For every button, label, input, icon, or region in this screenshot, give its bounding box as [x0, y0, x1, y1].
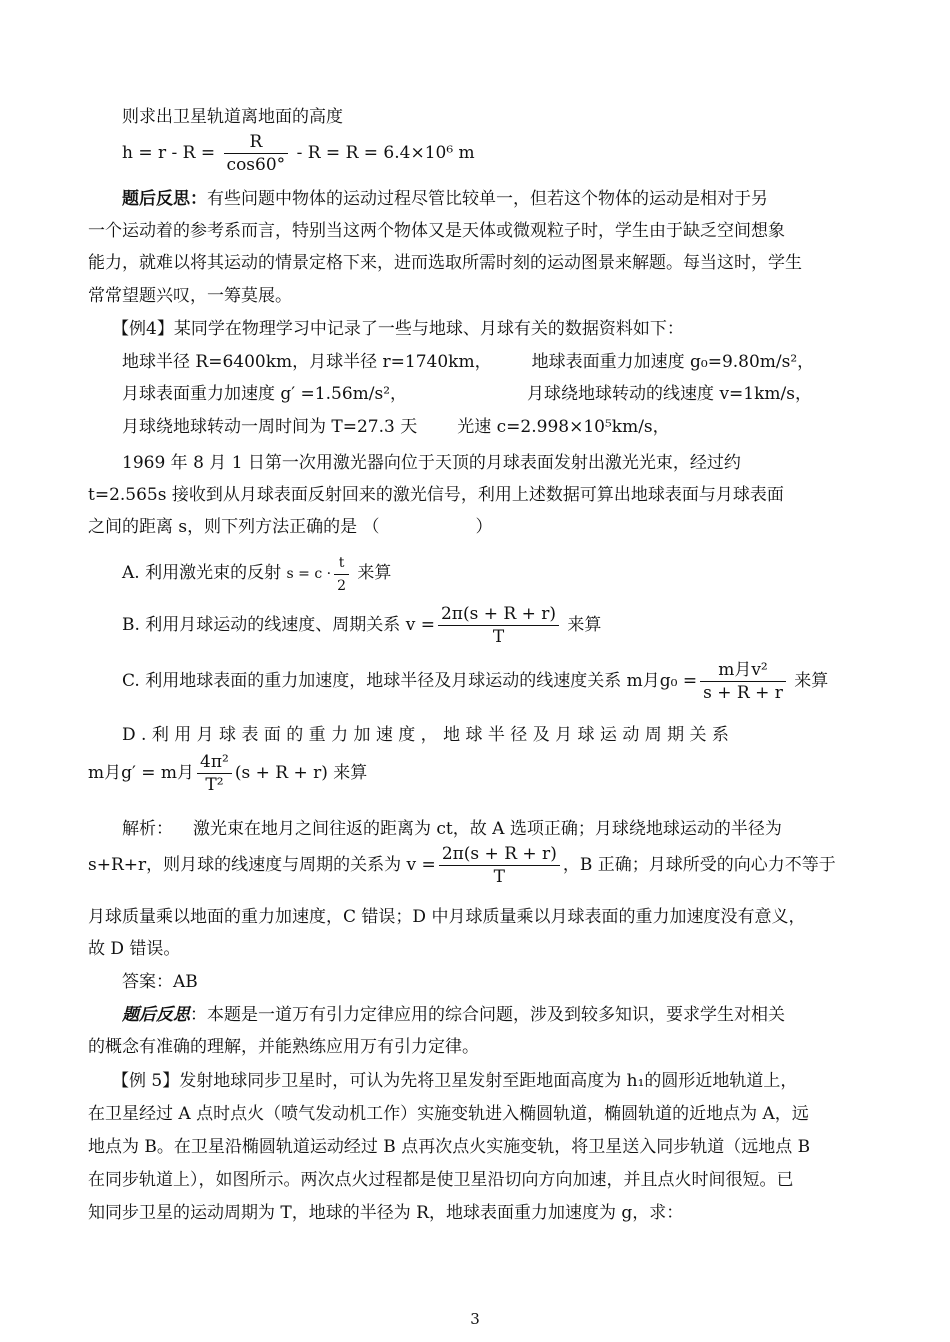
formula-lhs: m月g′ = m月 — [88, 763, 195, 783]
formula-lhs: v = — [406, 855, 436, 875]
reflection-title: 题后反思 — [122, 1005, 190, 1025]
analysis-line — [122, 816, 904, 842]
data-item: 光速 c=2.998×10⁵km/s， — [457, 417, 670, 437]
formula-rhs: (s + R + r) — [234, 763, 328, 783]
analysis-text: 激光束在地月之间往返的距离为 ct，故 A 选项正确；月球绕地球运动的半径为 — [193, 819, 782, 839]
text-line: 则求出卫星轨道离地面的高度 — [122, 107, 343, 127]
denominator: T — [493, 867, 505, 887]
denominator: T² — [205, 775, 224, 795]
option-a-suffix: 来算 — [357, 563, 392, 583]
data-item: 地球半径 R=6400km，月球半径 r=1740km， — [122, 352, 492, 372]
option-b — [122, 600, 904, 650]
denominator: 2 — [337, 577, 346, 594]
example-4-title: 【例4】某同学在物理学习中记录了一些与地球、月球有关的数据资料如下： — [112, 319, 684, 339]
formula-lhs: m月g₀ = — [626, 671, 698, 691]
fraction — [700, 659, 786, 704]
option-c — [122, 656, 904, 706]
option-c-text: C. 利用地球表面的重力加速度，地球半径及月球运动的线速度关系 — [122, 671, 622, 691]
denominator: cos60° — [226, 155, 286, 175]
option-b-suffix: 来算 — [567, 615, 602, 635]
option-a-text: A. 利用激光束的反射 — [122, 563, 282, 583]
reflection-title: 题后反思： — [122, 189, 207, 209]
analysis-text: s+R+r，则月球的线速度与周期的关系为 — [88, 855, 402, 875]
fraction — [334, 552, 349, 597]
data-item: 月球绕地球转动一周时间为 T=27.3 天 — [122, 417, 418, 437]
option-d-formula — [88, 748, 870, 798]
text-line: 知同步卫星的运动周期为 T，地球的半径为 R，地球表面重力加速度为 g，求： — [88, 1203, 684, 1223]
text-line: 能力，就难以将其运动的情景定格下来，进而选取所需时刻的运动图景来解题。每当这时，学生 — [88, 253, 802, 273]
denominator: T — [492, 627, 505, 647]
denominator: s + R + r — [703, 683, 783, 703]
fraction — [439, 843, 560, 888]
answer: 答案：AB — [122, 972, 198, 992]
data-item: 地球表面重力加速度 g₀=9.80m/s²， — [531, 352, 815, 372]
text-line: 地点为 B。在卫星沿椭圆轨道运动经过 B 点再次点火实施变轨，将卫星送入同步轨道（远地点 B — [88, 1137, 811, 1157]
reflection-line — [122, 1002, 904, 1028]
analysis-title: 解析： — [122, 819, 173, 839]
reflection-line — [122, 186, 904, 212]
formula-height — [122, 128, 904, 178]
numerator: R — [224, 131, 289, 154]
page-number: 3 — [470, 1310, 480, 1328]
formula-sA — [286, 554, 352, 594]
option-a — [122, 548, 904, 599]
numerator: 4π² — [197, 751, 232, 774]
text-line: 一个运动着的参考系而言，特别当这两个物体又是天体或微观粒子时，学生由于缺乏空间想象 — [88, 221, 785, 241]
text-line: 的概念有准确的理解，并能熟练应用万有引力定律。 — [88, 1037, 479, 1057]
question-bracket: ） — [475, 517, 493, 537]
formula-lhs: s = c · — [286, 566, 332, 582]
fraction — [197, 751, 232, 796]
option-d-suffix: 来算 — [333, 763, 368, 783]
formula-lhs: h = r - R = — [122, 143, 216, 163]
fraction — [224, 131, 289, 176]
numerator: t — [334, 552, 349, 575]
analysis-text: ，B 正确；月球所受的向心力不等于 — [562, 855, 836, 875]
text-line — [88, 514, 870, 540]
formula-lhs: v = — [405, 615, 435, 635]
numerator: 2π(s + R + r) — [439, 843, 560, 866]
text-line: 常常望题兴叹，一筹莫展。 — [88, 286, 292, 306]
reflection-text: 有些问题中物体的运动过程尽管比较单一，但若这个物体的运动是相对于另 — [207, 189, 768, 209]
data-item: 月球绕地球转动的线速度 v=1km/s， — [527, 384, 812, 404]
data-line — [122, 414, 904, 440]
text-line: 月球质量乘以地面的重力加速度，C 错误；D 中月球质量乘以月球表面的重力加速度没有意义， — [88, 907, 806, 927]
analysis-line — [88, 840, 870, 890]
option-b-text: B. 利用月球运动的线速度、周期关系 — [122, 615, 401, 635]
data-item: 月球表面重力加速度 g′ =1.56m/s²， — [122, 384, 408, 404]
question-text: 之间的距离 s，则下列方法正确的是 （ — [88, 517, 380, 537]
text-line: 在同步轨道上），如图所示。两次点火过程都是使卫星沿切向方向加速，并且点火时间很短。已 — [88, 1170, 794, 1190]
numerator: m月v² — [700, 659, 786, 682]
data-line — [122, 349, 904, 375]
example-5-title: 【例 5】发射地球同步卫星时，可认为先将卫星发射至距地面高度为 h₁的圆形近地轨道上， — [112, 1071, 798, 1091]
fraction — [438, 603, 559, 648]
text-line: 故 D 错误。 — [88, 939, 181, 959]
text-line: t=2.565s 接收到从月球表面反射回来的激光信号，利用上述数据可算出地球表面与月球表面 — [88, 485, 784, 505]
numerator: 2π(s + R + r) — [438, 603, 559, 626]
formula-rhs: - R = R = 6.4×10⁶ m — [296, 143, 475, 163]
formula-C — [626, 660, 789, 703]
text-line: 1969 年 8 月 1 日第一次用激光器向位于天顶的月球表面发射出激光光束，经过约 — [122, 453, 741, 473]
data-line — [122, 381, 904, 407]
reflection-text: ：本题是一道万有引力定律应用的综合问题，涉及到较多知识，要求学生对相关 — [190, 1005, 785, 1025]
text-line: 在卫星经过 A 点时点火（喷气发动机工作）实施变轨进入椭圆轨道，椭圆轨道的近地点为 A，远 — [88, 1104, 809, 1124]
option-d-text: D . 利 用 月 球 表 面 的 重 力 加 速 度 ， 地 球 半 径 及 月 球 运 动 周 期 关 系 — [122, 725, 729, 745]
option-c-suffix: 来算 — [794, 671, 829, 691]
formula-D — [88, 752, 328, 795]
